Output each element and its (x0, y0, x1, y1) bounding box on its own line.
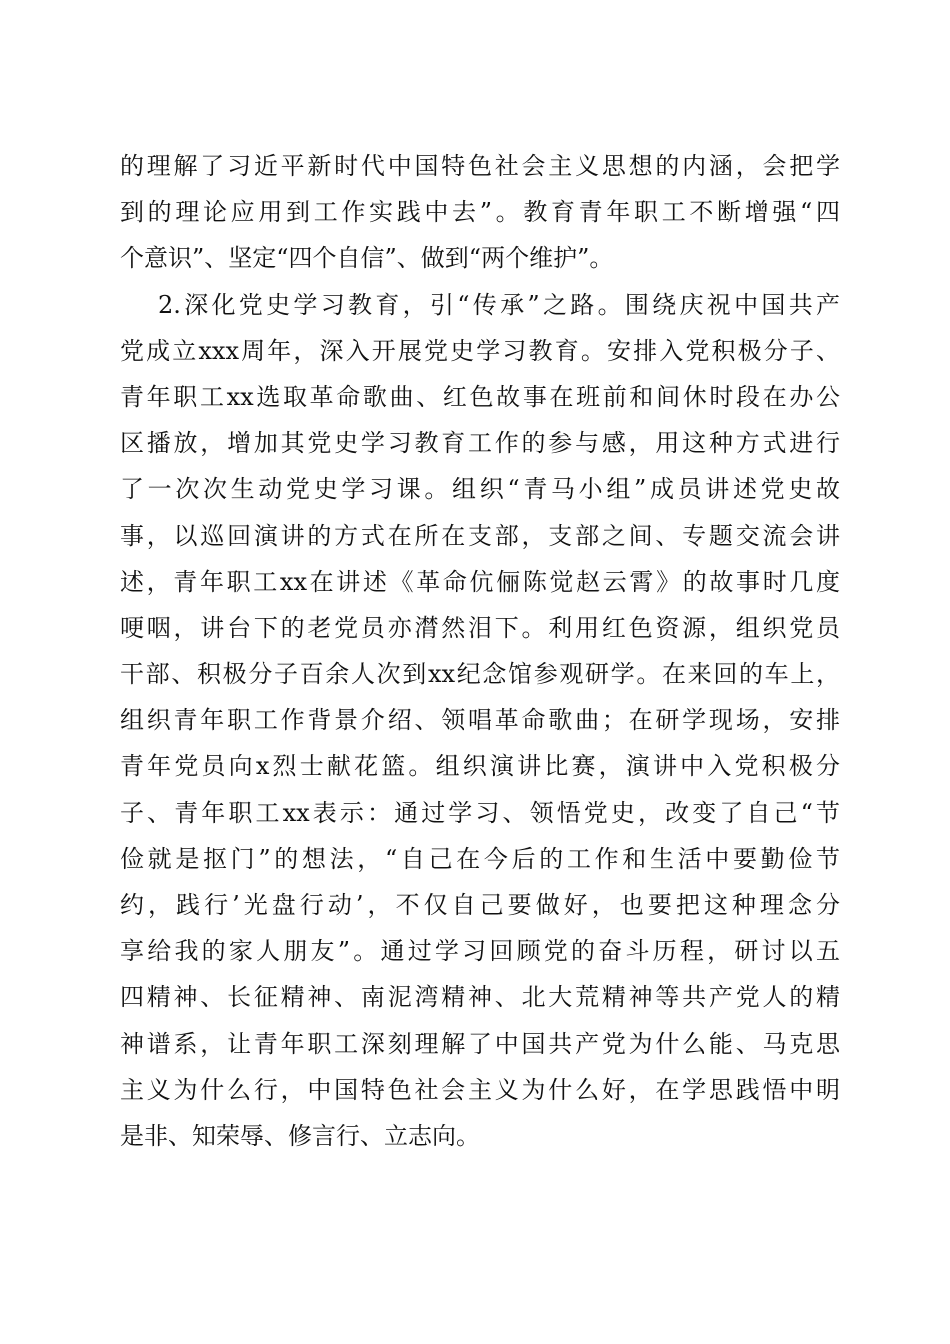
text-line: 享给我的家人朋友”。通过学习回顾党的奋斗历程，研讨以五 (120, 937, 840, 966)
text-line: 是非、知荣辱、修言行、立志向。 (120, 1121, 480, 1150)
document-body (120, 143, 840, 1159)
text-line: 了一次次生动党史学习课。组织“青马小组”成员讲述党史故 (120, 475, 840, 504)
text-line: 个意识”、坚定“四个自信”、做到“两个维护”。 (120, 244, 614, 273)
text-line: 事，以巡回演讲的方式在所在支部，支部之间、专题交流会讲 (120, 521, 840, 550)
text-line: 俭就是抠门”的想法，“自己在今后的工作和生活中要勤俭节 (120, 844, 840, 873)
text-line: 述，青年职工xx在讲述《革命伉俪陈觉赵云霄》的故事时几度 (120, 567, 840, 596)
text-line: 青年职工xx选取革命歌曲、红色故事在班前和间休时段在办公 (120, 382, 840, 411)
text-line: 子、青年职工xx表示：通过学习、领悟党史，改变了自己“节 (120, 798, 840, 827)
text-line: 青年党员向x烈士献花篮。组织演讲比赛，演讲中入党积极分 (120, 752, 840, 781)
text-line: 党成立xxx周年，深入开展党史学习教育。安排入党积极分子、 (120, 336, 840, 365)
text-line: 区播放，增加其党史学习教育工作的参与感，用这种方式进行 (120, 429, 840, 458)
text-line: 四精神、长征精神、南泥湾精神、北大荒精神等共产党人的精 (120, 983, 840, 1012)
text-line: 神谱系，让青年职工深刻理解了中国共产党为什么能、马克思 (120, 1029, 840, 1058)
text-line: 到的理论应用到工作实践中去”。教育青年职工不断增强“四 (120, 198, 840, 227)
text-line: 哽咽，讲台下的老党员亦潸然泪下。利用红色资源，组织党员 (120, 613, 840, 642)
text-line: 2.深化党史学习教育，引“传承”之路。围绕庆祝中国共产 (158, 290, 840, 319)
text-line: 主义为什么行，中国特色社会主义为什么好，在学思践悟中明 (120, 1075, 840, 1104)
text-line: 干部、积极分子百余人次到xx纪念馆参观研学。在来回的车上， (120, 660, 840, 689)
text-line: 约，践行’光盘行动’，不仅自己要做好，也要把这种理念分 (120, 891, 840, 919)
text-line: 组织青年职工作背景介绍、领唱革命歌曲；在研学现场，安排 (120, 706, 840, 735)
text-line: 的理解了习近平新时代中国特色社会主义思想的内涵，会把学 (120, 152, 840, 180)
paragraph-party-history-education (120, 282, 840, 1160)
paragraph-continuation (120, 143, 840, 282)
